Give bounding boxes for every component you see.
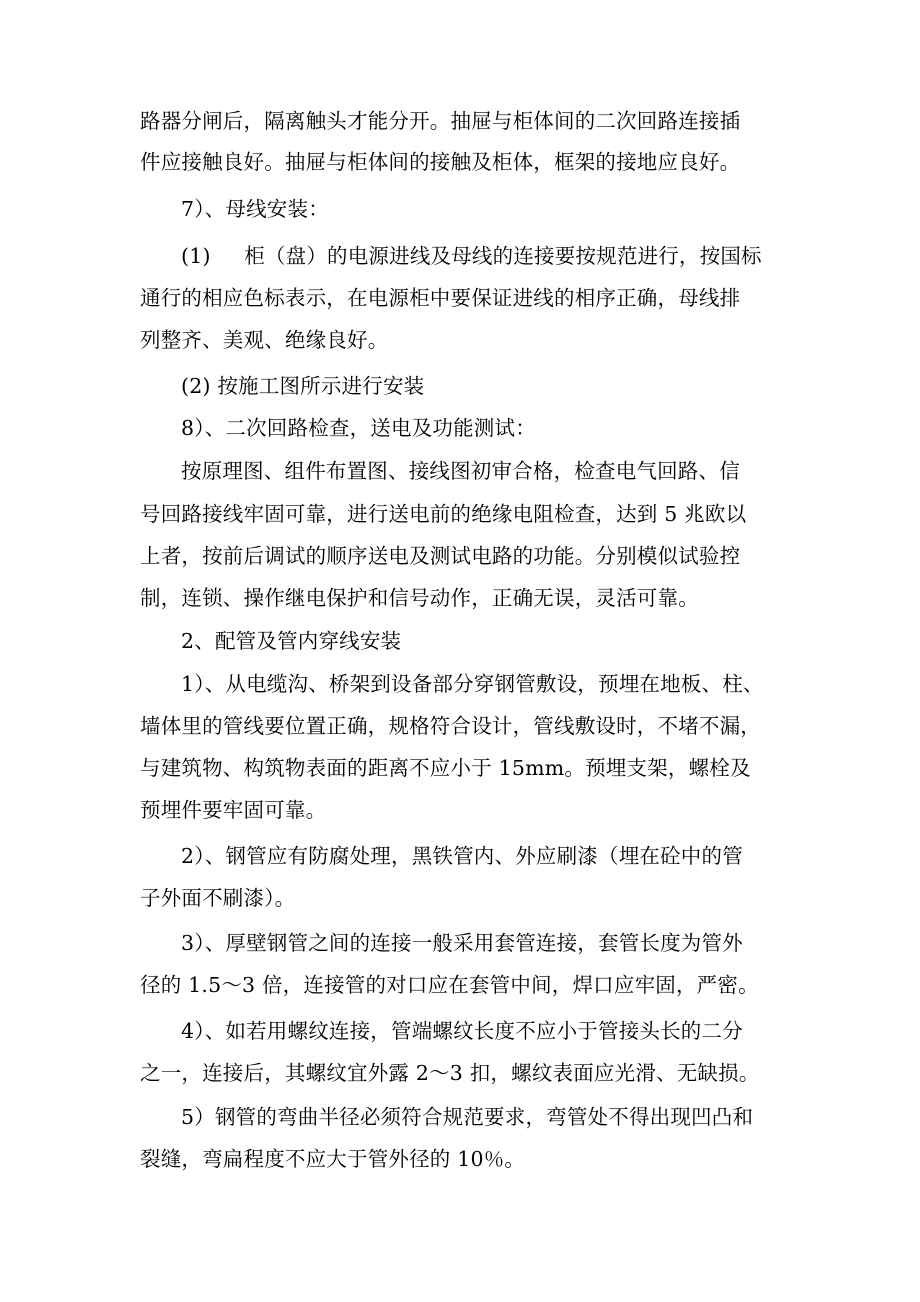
text-line: 预埋件要牢固可靠。 — [140, 798, 327, 822]
text-line: 列整齐、美观、绝缘良好。 — [140, 328, 389, 352]
text-line: 子外面不刷漆）。 — [140, 886, 296, 910]
text-line: 与建筑物、构筑物表面的距离不应小于 15mm。预埋支架，螺栓及 — [140, 756, 751, 780]
text-line: 制，连锁、操作继电保护和信号动作，正确无误，灵活可靠。 — [140, 586, 699, 610]
text-line: 上者，按前后调试的顺序送电及测试电路的功能。分别模似试验控 — [140, 544, 741, 568]
text-line: 按原理图、组件布置图、接线图初审合格，检查电气回路、信 — [181, 459, 740, 483]
section-heading: 8）、二次回路检查，送电及功能测试： — [181, 416, 536, 440]
section-heading: 2、配管及管内穿线安装 — [181, 629, 402, 653]
text-line: 通行的相应色标表示，在电源柜中要保证进线的相序正确，母线排 — [140, 286, 741, 310]
text-line: 墙体里的管线要位置正确，规格符合设计，管线敷设时，不堵不漏， — [140, 714, 761, 738]
text-line: 5）钢管的弯曲半径必须符合规范要求，弯管处不得出现凹凸和 — [181, 1105, 754, 1129]
text-line: 件应接触良好。抽屉与柜体间的接触及柜体，框架的接地应良好。 — [140, 150, 741, 174]
text-line: 之一，连接后，其螺纹宜外露 2～3 扣，螺纹表面应光滑、无缺损。 — [140, 1061, 760, 1085]
text-line: 1）、从电缆沟、桥架到设备部分穿钢管敷设，预埋在地板、柱、 — [181, 672, 764, 696]
text-line: 号回路接线牢固可靠，进行送电前的绝缘电阻检查，达到 5 兆欧以 — [140, 502, 747, 526]
section-heading: 7）、母线安装： — [181, 197, 329, 221]
text-line: 裂缝，弯扁程度不应大于管外径的 10％。 — [140, 1147, 526, 1171]
text-line: 径的 1.5～3 倍，连接管的对口应在套管中间，焊口应牢固，严密。 — [140, 973, 759, 997]
text-line: 3）、厚壁钢管之间的连接一般采用套管连接，套管长度为管外 — [181, 931, 743, 955]
text-line: 路器分闸后，隔离触头才能分开。抽屉与柜体间的二次回路连接插 — [140, 109, 741, 133]
text-line: 4）、如若用螺纹连接，管端螺纹长度不应小于管接头长的二分 — [181, 1019, 743, 1043]
text-line: (2) 按施工图所示进行安装 — [181, 374, 425, 398]
text-line: 2）、钢管应有防腐处理，黑铁管内、外应刷漆（埋在砼中的管 — [181, 844, 743, 868]
text-line: (1) 柜（盘）的电源进线及母线的连接要按规范进行，按国标 — [181, 244, 762, 268]
